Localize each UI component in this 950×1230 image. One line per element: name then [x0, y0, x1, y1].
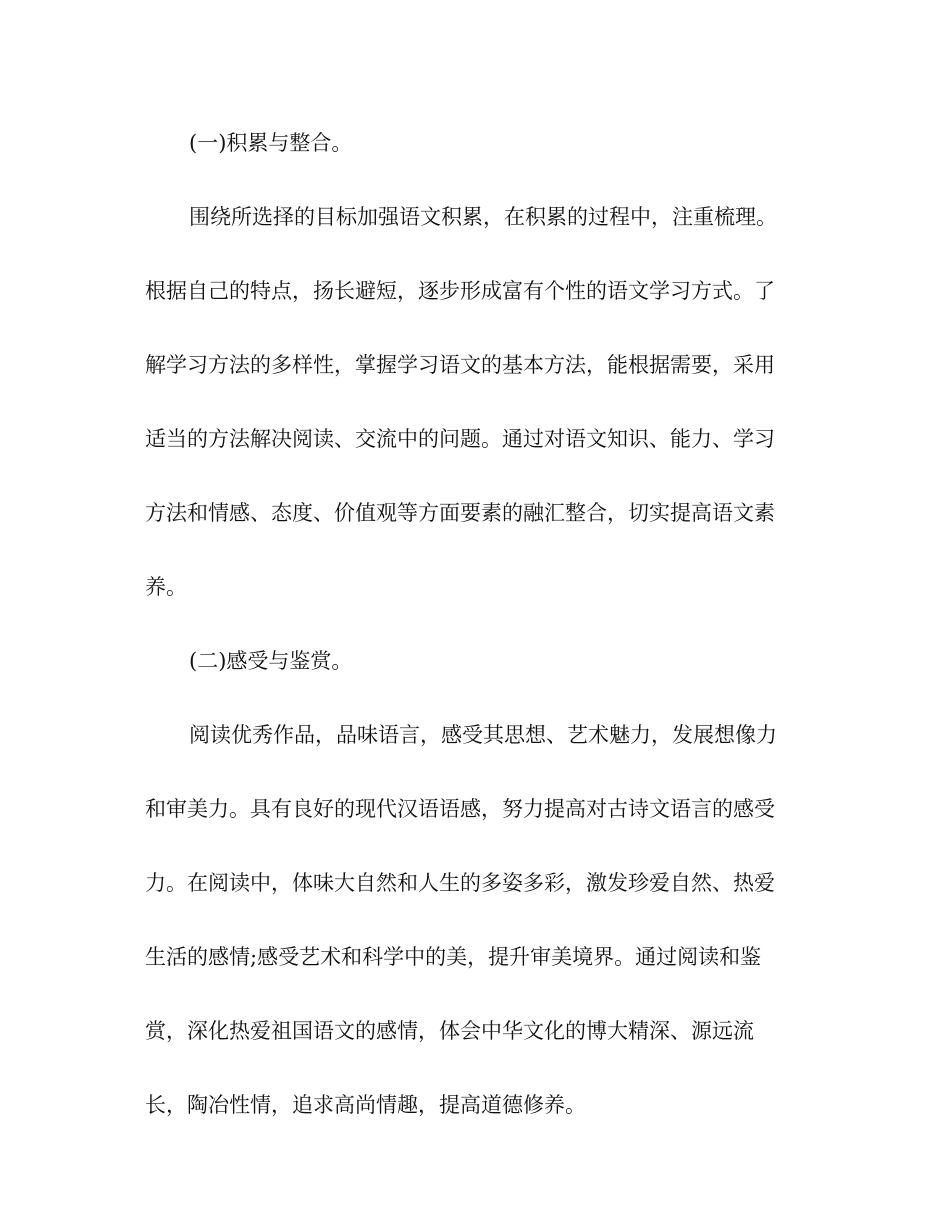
paragraph-line: 养。 [145, 575, 187, 599]
paragraph-line: 方法和情感、态度、价值观等方面要素的融汇整合，切实提高语文素 [145, 501, 775, 525]
paragraph-line: 赏，深化热爱祖国语文的感情，体会中华文化的博大精深、源远流 [145, 1019, 754, 1043]
paragraph-line: 阅读优秀作品，品味语言，感受其思想、艺术魅力，发展想像力 [189, 723, 777, 747]
document-body [145, 121, 805, 1157]
section-heading-accumulation: (一)积累与整合。 [189, 131, 353, 155]
paragraph-line: 解学习方法的多样性，掌握学习语文的基本方法，能根据需要，采用 [145, 353, 775, 377]
paragraph-line: 围绕所选择的目标加强语文积累，在积累的过程中，注重梳理。 [189, 205, 777, 229]
paragraph-line: 生活的感情;感受艺术和科学中的美，提升审美境界。通过阅读和鉴 [145, 945, 762, 969]
section-heading-appreciation: (二)感受与鉴赏。 [189, 649, 353, 673]
paragraph-line: 适当的方法解决阅读、交流中的问题。通过对语文知识、能力、学习 [145, 427, 775, 451]
paragraph-line: 长，陶冶性情，追求高尚情趣，提高道德修养。 [145, 1093, 586, 1117]
paragraph-line: 根据自己的特点，扬长避短，逐步形成富有个性的语文学习方式。了 [145, 279, 775, 303]
paragraph-line: 力。在阅读中，体味大自然和人生的多姿多彩，激发珍爱自然、热爱 [145, 871, 775, 895]
paragraph-line: 和审美力。具有良好的现代汉语语感，努力提高对古诗文语言的感受 [145, 797, 775, 821]
